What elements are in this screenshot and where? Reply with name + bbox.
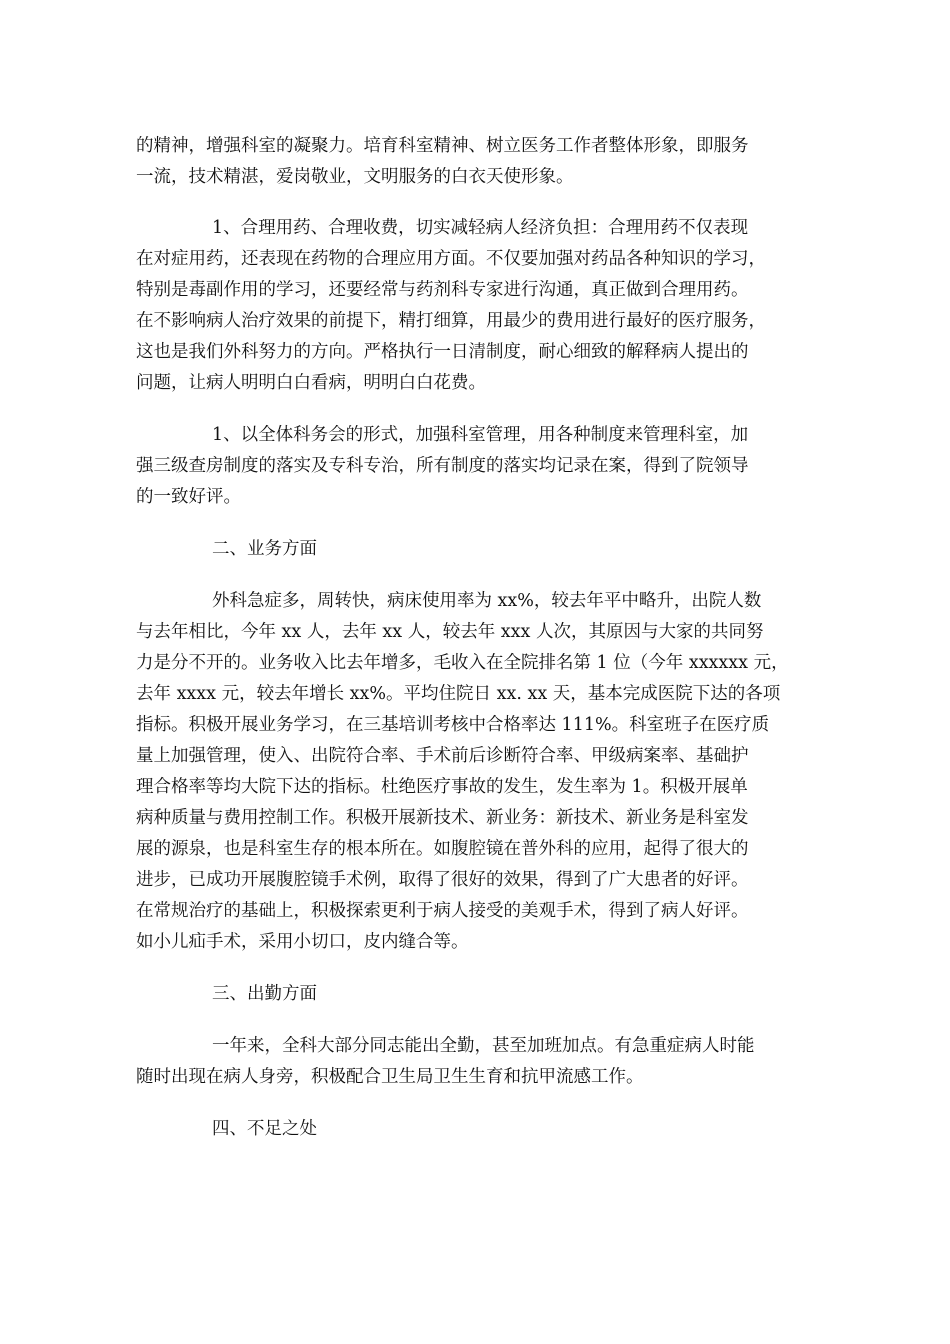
- text-line: 问题，让病人明明白白看病，明明白白花费。: [136, 373, 486, 393]
- text-line: 的一致好评。: [136, 487, 241, 507]
- paragraph-rational-medication: [136, 213, 816, 399]
- text-line: 力是分不开的。业务收入比去年增多，毛收入在全院排名第 1 位（今年 xxxxxx 元，: [136, 653, 789, 673]
- section-heading-attendance: 三、出勤方面: [212, 984, 317, 1004]
- section-heading-shortcomings: 四、不足之处: [212, 1119, 317, 1139]
- text-line: 随时出现在病人身旁，积极配合卫生局卫生生育和抗甲流感工作。: [136, 1067, 644, 1087]
- text-line: 指标。积极开展业务学习，在三基培训考核中合格率达 111%。科室班子在医疗质: [136, 715, 770, 735]
- text-line: 在常规治疗的基础上，积极探索更利于病人接受的美观手术，得到了病人好评。: [136, 901, 749, 921]
- text-line: 在对症用药，还表现在药物的合理应用方面。不仅要加强对药品各种知识的学习，: [136, 249, 766, 269]
- text-line: 与去年相比，今年 xx 人，去年 xx 人，较去年 xxx 人次，其原因与大家的共同努: [136, 622, 764, 642]
- section-heading-business: 二、业务方面: [212, 539, 317, 559]
- text-line: 如小儿疝手术，采用小切口，皮内缝合等。: [136, 932, 469, 952]
- text-line: 外科急症多，周转快，病床使用率为 xx%，较去年平中略升，出院人数: [212, 591, 762, 611]
- text-line: 在不影响病人治疗效果的前提下，精打细算，用最少的费用进行最好的医疗服务，: [136, 311, 766, 331]
- document-page: [136, 131, 816, 1145]
- paragraph-spirit: [136, 131, 816, 193]
- text-line: 一流，技术精湛，爱岗敬业，文明服务的白衣天使形象。: [136, 167, 574, 187]
- text-line: 量上加强管理，使入、出院符合率、手术前后诊断符合率、甲级病案率、基础护: [136, 746, 749, 766]
- text-line: 去年 xxxx 元，较去年增长 xx%。平均住院日 xx. xx 天，基本完成医院下达的各项: [136, 684, 781, 704]
- paragraph-attendance-details: [136, 1031, 816, 1093]
- text-line: 1、合理用药、合理收费，切实减轻病人经济负担：合理用药不仅表现: [212, 218, 749, 238]
- text-line: 的精神，增强科室的凝聚力。培育科室精神、树立医务工作者整体形象，即服务: [136, 136, 749, 156]
- text-line: 1、以全体科务会的形式，加强科室管理，用各种制度来管理科室，加: [212, 425, 749, 445]
- text-line: 强三级查房制度的落实及专科专治，所有制度的落实均记录在案，得到了院领导: [136, 456, 749, 476]
- text-line: 一年来，全科大部分同志能出全勤，甚至加班加点。有急重症病人时能: [212, 1036, 755, 1056]
- text-line: 特别是毒副作用的学习，还要经常与药剂科专家进行沟通，真正做到合理用药。: [136, 280, 749, 300]
- text-line: 病种质量与费用控制工作。积极开展新技术、新业务：新技术、新业务是科室发: [136, 808, 749, 828]
- paragraph-business-details: [136, 586, 816, 958]
- paragraph-department-management: [136, 420, 816, 513]
- text-line: 进步，已成功开展腹腔镜手术例，取得了很好的效果，得到了广大患者的好评。: [136, 870, 749, 890]
- text-line: 展的源泉，也是科室生存的根本所在。如腹腔镜在普外科的应用，起得了很大的: [136, 839, 749, 859]
- text-line: 这也是我们外科努力的方向。严格执行一日清制度，耐心细致的解释病人提出的: [136, 342, 749, 362]
- text-line: 理合格率等均大院下达的指标。杜绝医疗事故的发生，发生率为 1。积极开展单: [136, 777, 748, 797]
